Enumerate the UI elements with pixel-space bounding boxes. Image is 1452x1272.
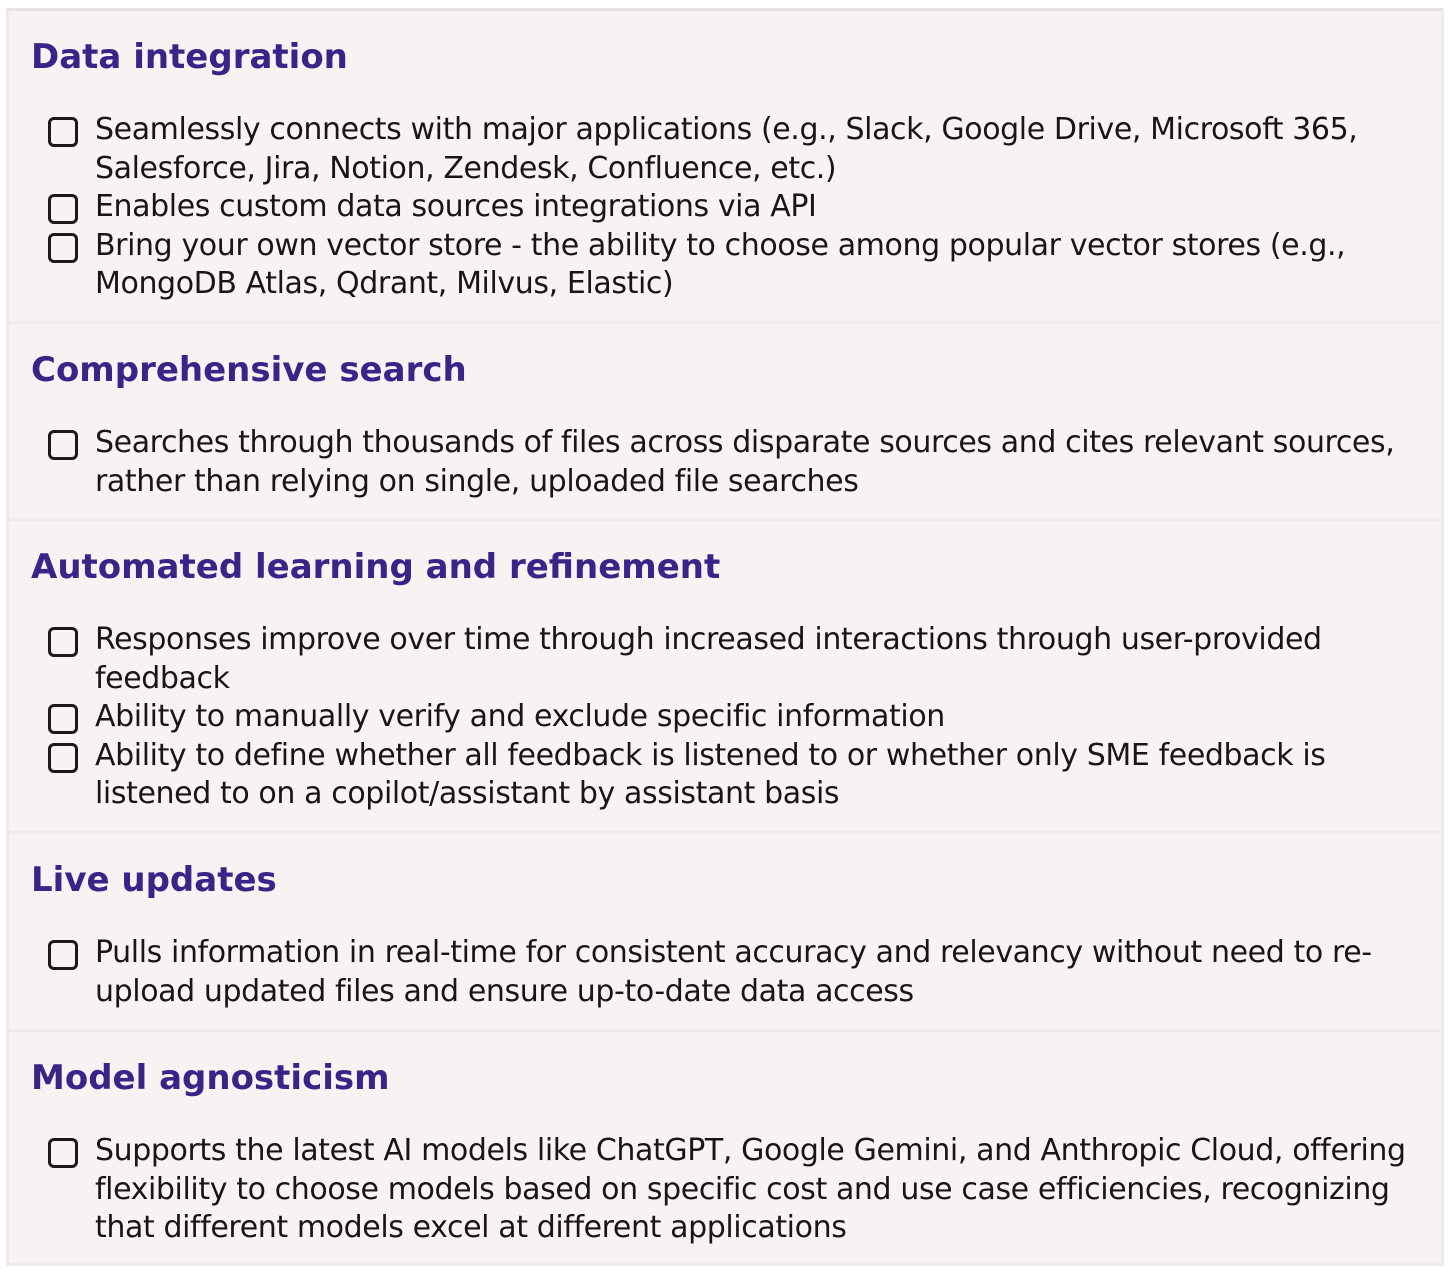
checklist-item: [9, 698, 1441, 737]
checklist: [9, 1132, 1441, 1248]
checklist-item-text: Searches through thousands of files across disparate sources and cites relevant sources, rather than relying on single, uploaded file searches: [95, 425, 1395, 499]
section-automated-learning: [9, 521, 1441, 834]
section-model-agnosticism: [9, 1032, 1441, 1263]
checklist-item: [9, 111, 1441, 188]
section-title: Live updates: [31, 860, 277, 900]
checklist-item: [9, 1132, 1441, 1248]
checkbox[interactable]: [48, 704, 78, 734]
checklist-item-text: Enables custom data sources integrations via API: [95, 189, 817, 224]
checklist-item: [9, 934, 1441, 1011]
checklist-item: [9, 227, 1441, 304]
checklist-item: [9, 737, 1441, 814]
checklist-item: [9, 424, 1441, 501]
checkbox[interactable]: [48, 233, 78, 263]
section-live-updates: [9, 834, 1441, 1032]
checkbox[interactable]: [48, 430, 78, 460]
section-comprehensive-search: [9, 324, 1441, 521]
section-title: Comprehensive search: [31, 350, 467, 390]
checklist-card: [6, 8, 1444, 1266]
checklist: [9, 621, 1441, 814]
checklist-item-text: Seamlessly connects with major applications (e.g., Slack, Google Drive, Microsoft 365, Salesforce, Jira, Notion, Zendesk, Confluence, etc.): [95, 112, 1358, 186]
checklist-item-text: Bring your own vector store - the ability to choose among popular vector stores (e.g., MongoDB Atlas, Qdrant, Milvus, Elastic): [95, 227, 1346, 301]
checklist: [9, 934, 1441, 1011]
checklist-item: [9, 188, 1441, 227]
checklist: [9, 111, 1441, 304]
checklist: [9, 424, 1441, 501]
checkbox[interactable]: [48, 117, 78, 147]
checkbox[interactable]: [48, 627, 78, 657]
checklist-item: [9, 621, 1441, 698]
checklist-item-text: Ability to manually verify and exclude specific information: [95, 699, 945, 734]
checklist-item-text: Pulls information in real-time for consistent accuracy and relevancy without need to re-upload updated files and ensure up-to-date data access: [95, 935, 1372, 1009]
checklist-item-text: Supports the latest AI models like ChatGPT, Google Gemini, and Anthropic Cloud, offering flexibility to choose models based on specific cost and use case efficiencies, recognizing that different models excel at different applications: [95, 1133, 1406, 1245]
section-title: Automated learning and refinement: [31, 547, 721, 587]
section-title: Model agnosticism: [31, 1058, 390, 1098]
section-data-integration: [9, 11, 1441, 324]
checkbox[interactable]: [48, 1138, 78, 1168]
checkbox[interactable]: [48, 940, 78, 970]
checklist-item-text: Ability to define whether all feedback is listened to or whether only SME feedback is listened to on a copilot/assistant by assistant basis: [95, 737, 1326, 811]
checkbox[interactable]: [48, 194, 78, 224]
section-title: Data integration: [31, 37, 348, 77]
checklist-item-text: Responses improve over time through increased interactions through user-provided feedback: [95, 622, 1322, 696]
checkbox[interactable]: [48, 743, 78, 773]
